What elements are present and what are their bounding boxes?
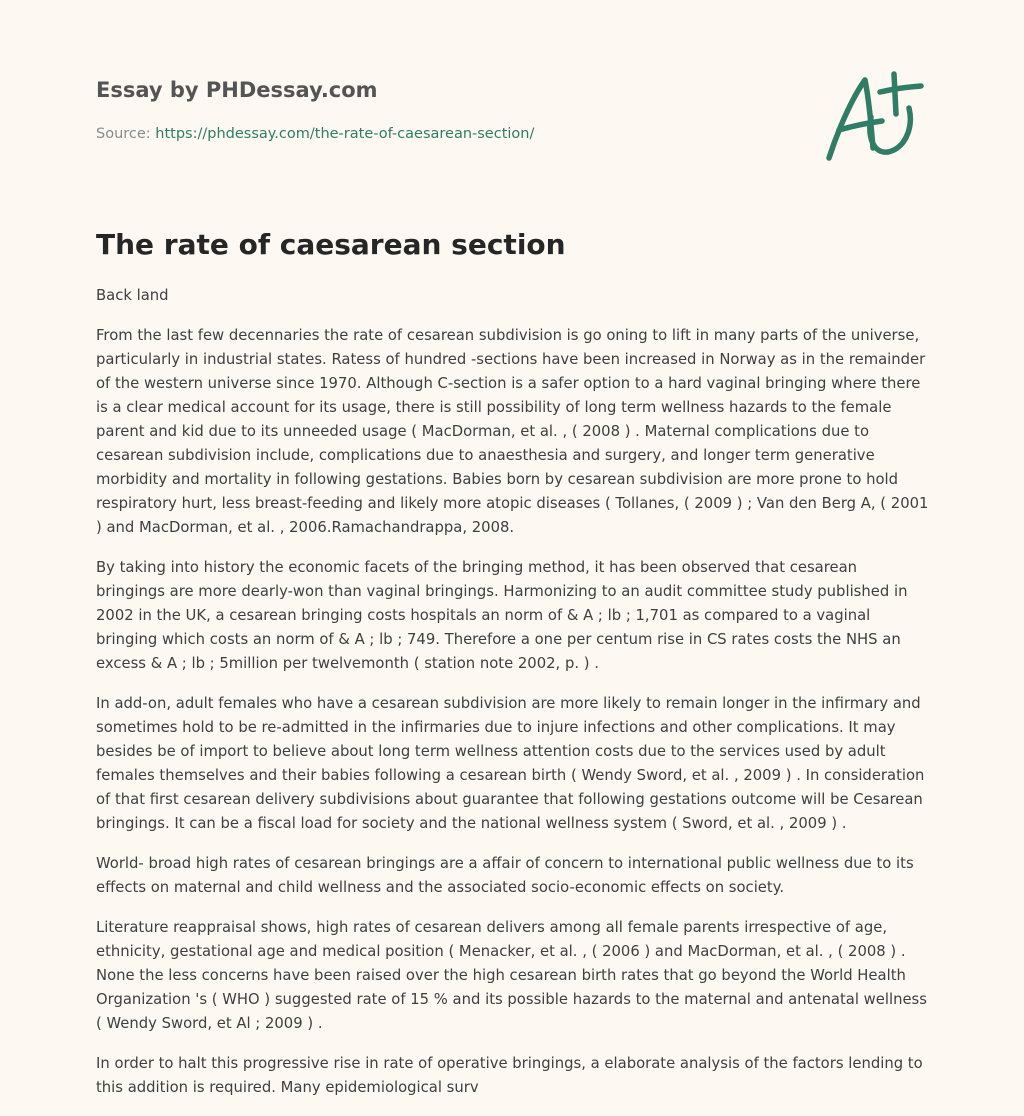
paragraph: World- broad high rates of cesarean bringings are a affair of concern to international public wellness due to its effects on maternal and child wellness and the associated socio-economic effects on society. (96, 855, 914, 896)
essay-header (96, 76, 776, 144)
paragraph: In add-on, adult females who have a cesarean subdivision are more likely to remain longer in the infirmary and sometimes hold to be re-admitted in the infirmaries due to injure infections and other complications. It may besides be of import to believe about long term wellness attention costs due to the services used by adult females themselves and their babies following a cesarean birth ( Wendy Sword, et al. , 2009 ) . In consideration of that first cesarean delivery subdivisions about guarantee that following gestations outcome will be Cesarean bringings. It can be a fiscal load for society and the national wellness system ( Sword, et al. , 2009 ) . (96, 695, 925, 832)
source-label: Source: (96, 126, 156, 142)
paragraph: Literature reappraisal shows, high rates of cesarean delivers among all female parents irrespective of age, ethnicity, gestational age and medical position ( Menacker, et al. , ( 2006 ) and MacDorman, et al. , ( 2008 ) . None the less concerns have been raised over the high cesarean birth rates that go beyond the World Health Organization 's ( WHO ) suggested rate of 15 % and its possible hazards to the maternal and antenatal wellness ( Wendy Sword, et Al ; 2009 ) . (96, 919, 927, 1032)
paragraph-truncated: In order to halt this progressive rise in rate of operative bringings, a elaborate analysis of the factors lending to this addition is required. Many epidemiological surv (96, 1055, 923, 1096)
paragraph: By taking into history the economic facets of the bringing method, it has been observed that cesarean bringings are more dearly-won than vaginal bringings. Harmonizing to an audit committee study published in 2002 in the UK, a cesarean bringing costs hospitals an norm of & A ; lb ; 1,701 as compared to a vaginal bringing which costs an norm of & A ; lb ; 749. Therefore a one per centum rise in CS rates costs the NHS an excess & A ; lb ; 5million per twelvemonth ( station note 2002, p. ) . (96, 559, 908, 672)
source-link[interactable]: https://phdessay.com/the-rate-of-caesarean-section/ (155, 126, 535, 142)
article-title: The rate of caesarean section (96, 228, 566, 261)
article-body (96, 284, 930, 1116)
brand-title: Essay by PHDessay.com (96, 78, 378, 102)
a-plus-logo-icon (822, 68, 930, 166)
source-line (96, 124, 776, 144)
paragraph-background-heading: Back land (96, 287, 169, 304)
paragraph: From the last few decennaries the rate of cesarean subdivision is go oning to lift in many parts of the universe, particularly in industrial states. Ratess of hundred -sections have been increased in Norway as in the remainder of the western universe since 1970. Although C-section is a safer option to a hard vaginal bringing where there is a clear medical account for its usage, there is still possibility of long term wellness hazards to the female parent and kid due to its unneeded usage ( MacDorman, et al. , ( 2008 ) . Maternal complications due to cesarean subdivision include, complications due to anaesthesia and surgery, and longer term generative morbidity and mortality in following gestations. Babies born by cesarean subdivision are more prone to hold respiratory hurt, less breast-feeding and likely more atopic diseases ( Tollanes, ( 2009 ) ; Van den Berg A, ( 2001 ) and MacDorman, et al. , 2006.Ramachandrappa, 2008. (96, 327, 929, 536)
